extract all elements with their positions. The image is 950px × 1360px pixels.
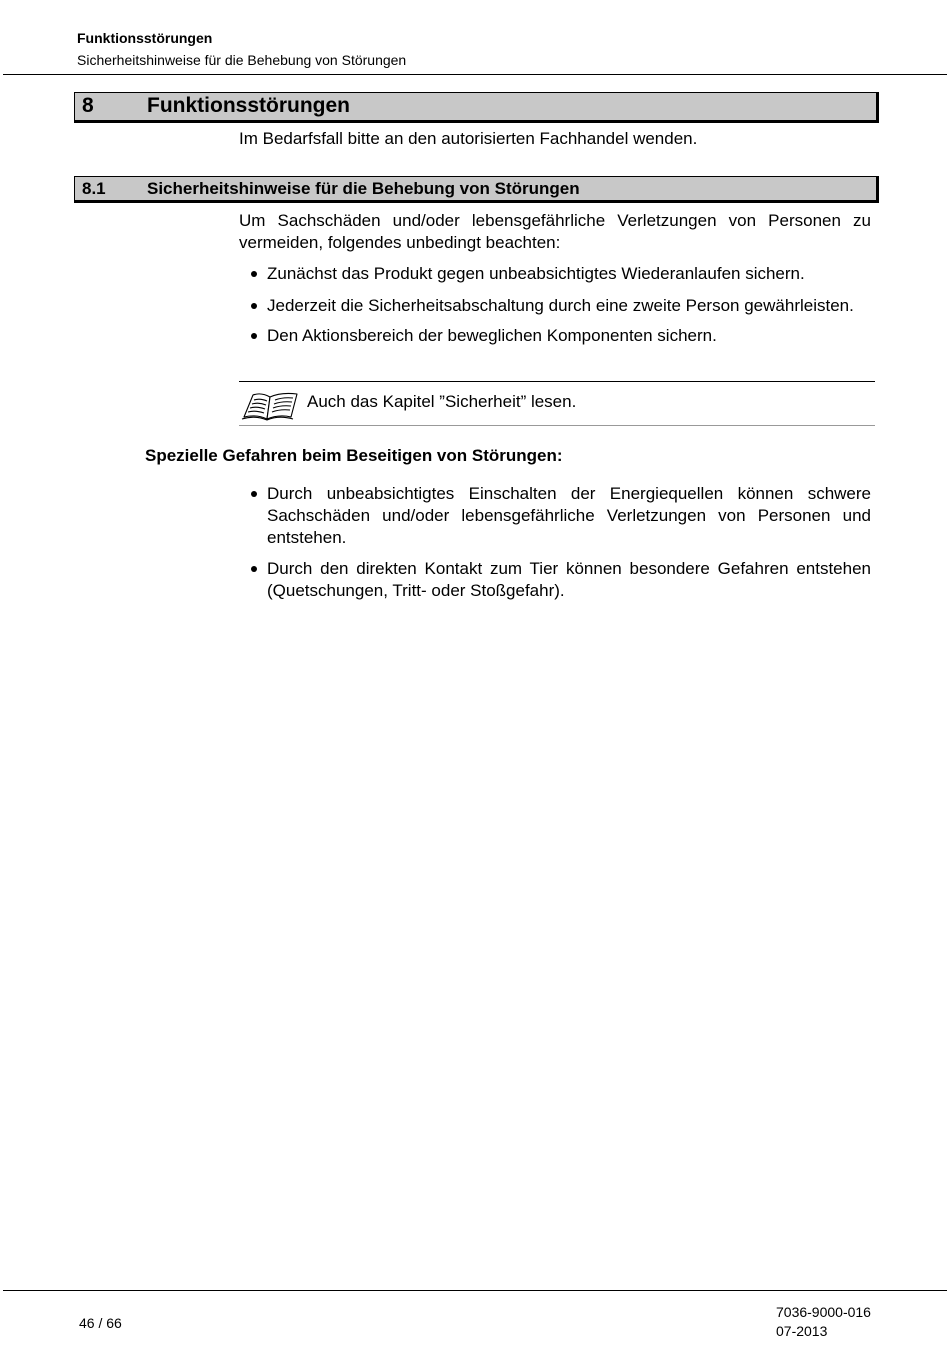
list-item: Zunächst das Produkt gegen unbeabsichtigtes Wiederanlaufen sichern.	[249, 263, 871, 285]
chapter-heading	[74, 92, 879, 123]
running-header-subtitle: Sicherheitshinweise für die Behebung von Störungen	[77, 52, 407, 68]
note-top-rule	[239, 381, 875, 382]
section-intro: Um Sachschäden und/oder lebensgefährliche Verletzungen von Personen zu vermeiden, folgendes unbedingt beachten:	[239, 211, 871, 252]
section-title: Sicherheitshinweise für die Behebung von Störungen	[147, 179, 580, 198]
page-number: 46 / 66	[79, 1315, 122, 1331]
book-icon	[241, 389, 299, 421]
document-date: 07-2013	[776, 1323, 828, 1339]
header-divider	[3, 74, 947, 75]
section-number: 8.1	[82, 179, 106, 198]
list-item: Jederzeit die Sicherheitsabschaltung durch eine zweite Person gewährleisten.	[249, 295, 871, 317]
list-item: Durch unbeabsichtigtes Einschalten der Energiequellen können schwere Sachschäden und/oder lebensgefährliche Verletzungen von Personen und entstehen.	[249, 483, 871, 549]
footer-divider	[3, 1290, 947, 1291]
note-text: Auch das Kapitel ”Sicherheit” lesen.	[307, 392, 577, 411]
chapter-title: Funktionsstörungen	[147, 94, 350, 117]
chapter-number: 8	[82, 94, 94, 117]
document-number: 7036-9000-016	[776, 1304, 871, 1320]
hazards-bullet-list	[249, 483, 871, 602]
running-header-title: Funktionsstörungen	[77, 30, 213, 46]
list-item: Durch den direkten Kontakt zum Tier können besondere Gefahren entstehen (Quetschungen, Tritt- oder Stoßgefahr).	[249, 558, 871, 602]
hazards-heading: Spezielle Gefahren beim Beseitigen von Störungen:	[145, 446, 563, 465]
chapter-intro: Im Bedarfsfall bitte an den autorisierten Fachhandel wenden.	[239, 129, 698, 148]
section-heading	[74, 176, 879, 203]
list-item: Den Aktionsbereich der beweglichen Komponenten sichern.	[249, 325, 871, 347]
safety-bullet-list	[249, 263, 871, 347]
note-bottom-rule	[239, 425, 875, 426]
